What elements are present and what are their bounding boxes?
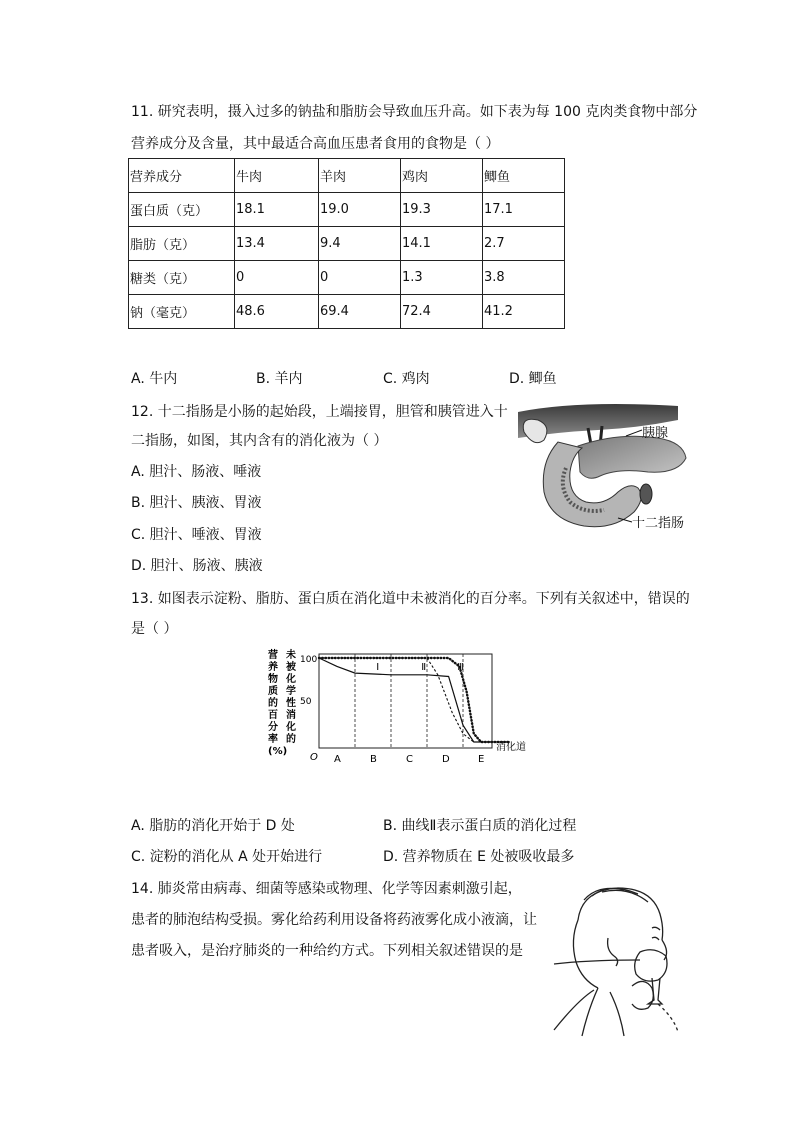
mask-strap xyxy=(554,960,640,964)
y-label-char: 化 xyxy=(286,722,296,733)
region-label: Ⅲ xyxy=(457,662,465,673)
table-cell: 蛋白质（克） xyxy=(129,193,235,227)
head-back xyxy=(573,920,598,988)
table-cell: 钠（毫克） xyxy=(129,295,235,329)
table-header-cell: 羊肉 xyxy=(319,159,401,193)
table-cell: 脂肪（克） xyxy=(129,227,235,261)
digestion-chart xyxy=(262,640,542,780)
y-label-char: 的 xyxy=(268,698,278,709)
q11-stem-line2: 营养成分及含量，其中最适合高血压患者食用的食物是（ ） xyxy=(131,136,500,152)
q13-option-c[interactable]: C. 淀粉的消化从 A 处开始进行 xyxy=(131,849,323,865)
pancreas-label: 胰腺 xyxy=(642,426,669,441)
y-label-char: 分 xyxy=(268,722,278,733)
table-cell: 69.4 xyxy=(319,295,401,329)
table-cell: 18.1 xyxy=(235,193,319,227)
table-cell: 0 xyxy=(319,261,401,295)
y-label-char: 营 xyxy=(268,650,278,661)
table-cell: 9.4 xyxy=(319,227,401,261)
y-label-char: 百 xyxy=(268,710,278,721)
x-category-label: C xyxy=(406,754,413,765)
q14-stem-line3: 患者吸入，是治疗肺炎的一种给约方式。下列相关叙述错误的是 xyxy=(131,943,523,959)
shoulder xyxy=(554,990,594,1030)
duodenum-opening xyxy=(640,484,652,504)
nebulizer-cup xyxy=(648,978,662,1004)
table-cell: 0 xyxy=(235,261,319,295)
nebulizer-patient-figure xyxy=(548,880,696,1038)
table-cell: 2.7 xyxy=(483,227,565,261)
gallbladder-shape xyxy=(523,419,547,442)
y-label-char: 的 xyxy=(286,734,296,745)
y-label-char: 学 xyxy=(286,686,296,697)
duodenum-label: 十二指肠 xyxy=(632,516,685,531)
plot-frame xyxy=(319,654,492,748)
pancreas-pointer xyxy=(626,430,642,436)
region-label: Ⅱ xyxy=(421,662,427,673)
table-cell: 72.4 xyxy=(401,295,483,329)
hand xyxy=(632,981,653,1009)
q12-option-c[interactable]: C. 胆汁、唾液、胃液 xyxy=(131,527,262,543)
table-cell: 19.3 xyxy=(401,193,483,227)
curve-Ⅰ xyxy=(319,658,510,742)
mask xyxy=(635,950,667,981)
q11-option-d[interactable]: D. 鲫鱼 xyxy=(509,371,557,387)
table-cell: 17.1 xyxy=(483,193,565,227)
table-cell: 14.1 xyxy=(401,227,483,261)
table-header-cell: 营养成分 xyxy=(129,159,235,193)
y-tick-labels xyxy=(300,655,317,707)
table-cell: 19.0 xyxy=(319,193,401,227)
q11-option-c[interactable]: C. 鸡肉 xyxy=(383,371,430,387)
table-row xyxy=(129,295,565,329)
y-label-char: 性 xyxy=(286,698,296,709)
pancreas-shape xyxy=(578,436,686,478)
q12-option-d[interactable]: D. 胆汁、肠液、胰液 xyxy=(131,558,263,574)
y-tick-label: 50 xyxy=(300,697,312,707)
region-labels xyxy=(376,662,464,673)
q14-stem-line2: 患者的肺泡结构受损。雾化给药利用设备将药液雾化成小液滴，让 xyxy=(131,912,537,928)
q13-option-b[interactable]: B. 曲线Ⅱ表示蛋白质的消化过程 xyxy=(383,818,577,834)
table-row xyxy=(129,193,565,227)
q13-stem-line1: 13. 如图表示淀粉、脂肪、蛋白质在消化道中未被消化的百分率。下列有关叙述中，错误的 xyxy=(131,591,690,607)
y-label-char: 消 xyxy=(286,710,296,721)
q13-option-d[interactable]: D. 营养物质在 E 处被吸收最多 xyxy=(383,849,575,865)
table-header-cell: 牛肉 xyxy=(235,159,319,193)
y-label-char: 物 xyxy=(268,674,278,685)
region-label: Ⅰ xyxy=(376,662,380,673)
q11-option-a[interactable]: A. 牛内 xyxy=(131,371,178,387)
table-cell: 糖类（克） xyxy=(129,261,235,295)
x-category-label: E xyxy=(478,754,485,765)
y-axis-label-right xyxy=(285,648,297,745)
table-cell: 41.2 xyxy=(483,295,565,329)
table-cell: 1.3 xyxy=(401,261,483,295)
ear xyxy=(608,938,618,966)
y-label-char: 未 xyxy=(286,650,296,661)
head-outline xyxy=(578,888,663,940)
table-cell: 13.4 xyxy=(235,227,319,261)
q11-option-b[interactable]: B. 羊内 xyxy=(256,371,303,387)
air-tube xyxy=(658,1004,678,1032)
y-label-char: 质 xyxy=(268,686,278,697)
eye xyxy=(652,937,659,940)
x-category-label: D xyxy=(442,754,450,765)
neck-body xyxy=(582,988,624,1036)
table-header-cell: 鲫鱼 xyxy=(483,159,565,193)
y-tick-label: 100 xyxy=(300,655,318,665)
q11-stem-line1: 11. 研究表明，摄入过多的钠盐和脂肪会导致血压升高。如下表为每 100 克肉类食物中部分 xyxy=(131,104,698,120)
x-axis-label: 消化道 xyxy=(496,742,526,753)
region-divider-lines xyxy=(355,654,463,748)
x-category-labels xyxy=(334,754,484,765)
curves xyxy=(319,658,510,742)
table-header-row xyxy=(129,159,565,193)
y-label-char: 化 xyxy=(286,674,296,685)
table-cell: 3.8 xyxy=(483,261,565,295)
eyebrow xyxy=(652,927,660,930)
q13-option-a[interactable]: A. 脂肪的消化开始于 D 处 xyxy=(131,818,295,834)
y-label-char: 养 xyxy=(268,662,278,673)
table-header-cell: 鸡肉 xyxy=(401,159,483,193)
q12-option-b[interactable]: B. 胆汁、胰液、胃液 xyxy=(131,495,262,511)
q12-stem-line1: 12. 十二指肠是小肠的起始段，上端接胃，胆管和胰管进入十 xyxy=(131,404,508,420)
q14-stem-line1: 14. 肺炎常由病毒、细菌等感染或物理、化学等因素刺激引起， xyxy=(131,881,522,897)
q12-stem-line2: 二指肠，如图，其内含有的消化液为（ ） xyxy=(131,433,388,449)
nutrition-table xyxy=(128,158,565,329)
q13-stem-line2: 是（ ） xyxy=(131,621,178,637)
x-category-label: A xyxy=(334,754,341,765)
table-row xyxy=(129,261,565,295)
q12-option-a[interactable]: A. 胆汁、肠液、唾液 xyxy=(131,464,262,480)
y-label-char: (%) xyxy=(268,746,288,757)
table-row xyxy=(129,227,565,261)
y-axis-label-left xyxy=(268,648,287,757)
x-category-label: B xyxy=(370,754,377,765)
table-cell: 48.6 xyxy=(235,295,319,329)
y-label-char: 被 xyxy=(286,662,296,673)
origin-label: O xyxy=(310,752,318,763)
y-label-char: 率 xyxy=(268,734,278,745)
